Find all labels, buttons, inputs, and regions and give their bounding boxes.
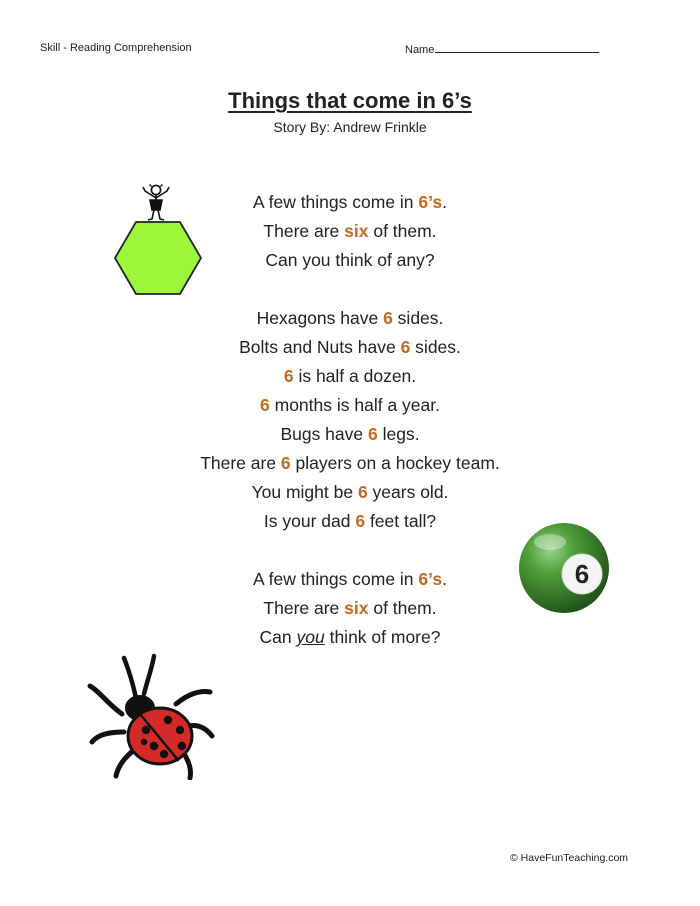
poem-line: 6 months is half a year. — [260, 395, 440, 415]
name-field — [405, 42, 599, 56]
poem-line: There are 6 players on a hockey team. — [200, 453, 500, 473]
poem-line: 6 is half a dozen. — [283, 366, 417, 386]
poem-line: Can you think of any? — [265, 250, 435, 270]
stanza-1 — [0, 188, 700, 275]
name-blank-line — [435, 42, 599, 53]
poem-line: Can you think of more? — [259, 627, 441, 647]
poem-line: A few things come in 6’s. — [253, 192, 447, 212]
poem-line: Hexagons have 6 sides. — [256, 308, 444, 328]
poem-line: Bugs have 6 legs. — [280, 424, 420, 444]
ladybug-illustration — [84, 650, 216, 780]
six-ball-illustration — [516, 520, 612, 616]
ladybug-icon — [90, 656, 212, 778]
copyright-footer: © HaveFunTeaching.com — [510, 852, 629, 864]
poem-line: There are six of them. — [263, 598, 437, 618]
name-label: Name — [405, 44, 435, 56]
page-title: Things that come in 6’s — [228, 88, 472, 113]
poem-line: There are six of them. — [263, 221, 437, 241]
poem-line: Bolts and Nuts have 6 sides. — [239, 337, 461, 357]
poem-line: You might be 6 years old. — [251, 482, 449, 502]
ball-number: 6 — [574, 559, 590, 589]
poem-line: A few things come in 6’s. — [253, 569, 447, 589]
skill-label: Skill - Reading Comprehension — [40, 42, 192, 54]
stanza-2 — [0, 304, 700, 536]
poem-line: Is your dad 6 feet tall? — [263, 511, 437, 531]
byline: Story By: Andrew Frinkle — [273, 119, 427, 135]
